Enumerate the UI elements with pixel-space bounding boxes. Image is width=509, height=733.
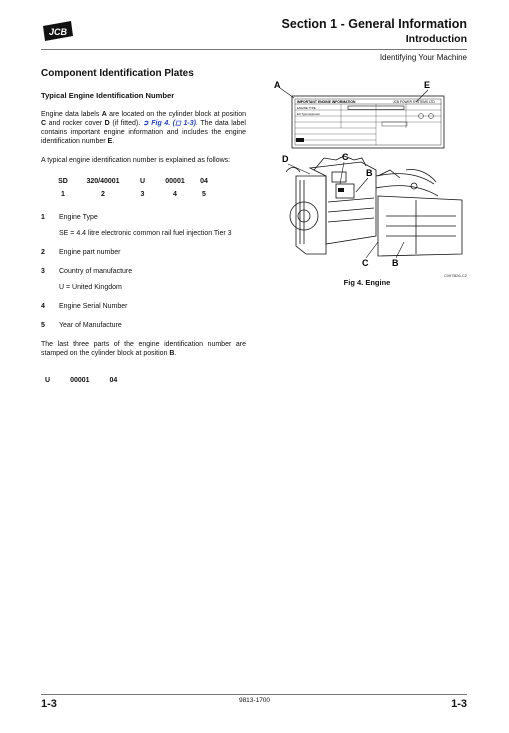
list-item-label: Country of manufacture xyxy=(59,268,133,275)
para1-text-1: Engine data labels xyxy=(41,111,102,118)
para1-text-4: (if fitted). xyxy=(109,120,143,127)
list-item-detail: SE = 4.4 litre electronic common rail fuel injection Tier 3 xyxy=(59,230,232,237)
footer-divider xyxy=(41,694,467,695)
figure-code: C097B26-C2 xyxy=(443,273,467,278)
list-item-label: Engine Type xyxy=(59,214,98,221)
para1-text-3: and rocker cover xyxy=(46,120,105,127)
number-index: 5 xyxy=(202,191,206,198)
number-index: 2 xyxy=(101,191,105,198)
plate-company: JCB POWER SYSTEMS LTD xyxy=(393,100,435,104)
number-part: U xyxy=(139,178,146,185)
header-divider xyxy=(41,49,467,50)
list-item-number: 2 xyxy=(41,249,45,256)
list-item-number: 5 xyxy=(41,322,45,329)
list-item xyxy=(41,248,246,257)
list-item-number: 3 xyxy=(41,268,45,275)
section-title: Section 1 - General Information xyxy=(281,17,467,31)
figure-caption: Fig 4. Engine xyxy=(343,278,391,287)
para3-text-2: . xyxy=(174,350,177,357)
ref-d: D xyxy=(104,120,110,127)
callout-b-bottom: B xyxy=(392,258,399,268)
number-part: 00001 xyxy=(165,178,185,185)
callout-c-top: C xyxy=(342,152,349,162)
number-index: 1 xyxy=(61,191,65,198)
page-heading: Component Identification Plates xyxy=(41,68,194,79)
list-item-label: Engine Serial Number xyxy=(59,303,128,310)
plate-header: IMPORTANT ENGINE INFORMATION xyxy=(297,100,356,104)
para1-text-2: are located on the cylinder block at position xyxy=(106,111,246,118)
engine-number-breakdown xyxy=(49,177,246,199)
explain-paragraph: A typical engine identification number is explained as follows: xyxy=(41,157,231,164)
callout-c-bottom: C xyxy=(362,258,369,268)
page-number-left: 1-3 xyxy=(41,698,57,710)
chapter-title: Introduction xyxy=(405,33,467,45)
ref-c: C xyxy=(41,120,47,127)
callout-b-top: B xyxy=(366,168,373,178)
page-number-right: 1-3 xyxy=(451,698,467,710)
number-part: 04 xyxy=(200,178,208,185)
ref-a: A xyxy=(101,111,107,118)
list-item-label: Engine part number xyxy=(59,249,121,256)
number-legend-list xyxy=(41,213,246,330)
para1-text-6: . xyxy=(112,138,115,145)
number-part: SD xyxy=(58,178,68,185)
stamped-part: U xyxy=(45,377,51,384)
intro-paragraph xyxy=(41,110,246,146)
ref-b: B xyxy=(169,350,175,357)
number-index: 4 xyxy=(173,191,177,198)
stamp-paragraph xyxy=(41,340,246,358)
callout-e: E xyxy=(424,80,431,90)
document-number: 9813-1700 xyxy=(238,697,271,704)
number-part: 320/40001 xyxy=(86,178,120,185)
plate-row-3: EC Type Approval xyxy=(297,112,320,116)
list-item xyxy=(41,267,246,276)
engine-figure xyxy=(266,76,468,286)
callout-a: A xyxy=(274,80,281,90)
list-item-number: 4 xyxy=(41,303,45,310)
engine-illustration xyxy=(286,156,462,256)
stamped-number xyxy=(45,376,246,385)
sub-heading: Typical Engine Identification Number xyxy=(41,91,175,100)
plate-row-2: ENGINE TYPE xyxy=(297,106,316,110)
list-item-label: Year of Manufacture xyxy=(59,322,122,329)
list-item xyxy=(41,302,246,311)
fig-4-link[interactable]: ➲ Fig 4. (◻ 1-3) xyxy=(142,120,196,127)
logo-text: JCB xyxy=(48,27,68,37)
list-item xyxy=(41,321,246,330)
stamped-part: 00001 xyxy=(70,377,90,384)
topic-title: Identifying Your Machine xyxy=(379,53,467,62)
stamped-part: 04 xyxy=(109,377,118,384)
para1-text-5: . The data label contains important engine information and includes the engine identification number xyxy=(41,120,246,145)
list-item-detail: U = United Kingdom xyxy=(59,284,122,291)
main-text-column xyxy=(41,68,246,385)
para3-text-1: The last three parts of the engine identification number are stamped on the cylinder block at position xyxy=(41,341,246,357)
number-index: 3 xyxy=(140,191,145,198)
list-item xyxy=(41,213,246,222)
list-item-number: 1 xyxy=(41,214,45,221)
engine-data-plate xyxy=(292,96,444,148)
callout-d: D xyxy=(282,154,289,164)
ref-e: E xyxy=(107,138,113,145)
jcb-logo xyxy=(41,20,75,42)
